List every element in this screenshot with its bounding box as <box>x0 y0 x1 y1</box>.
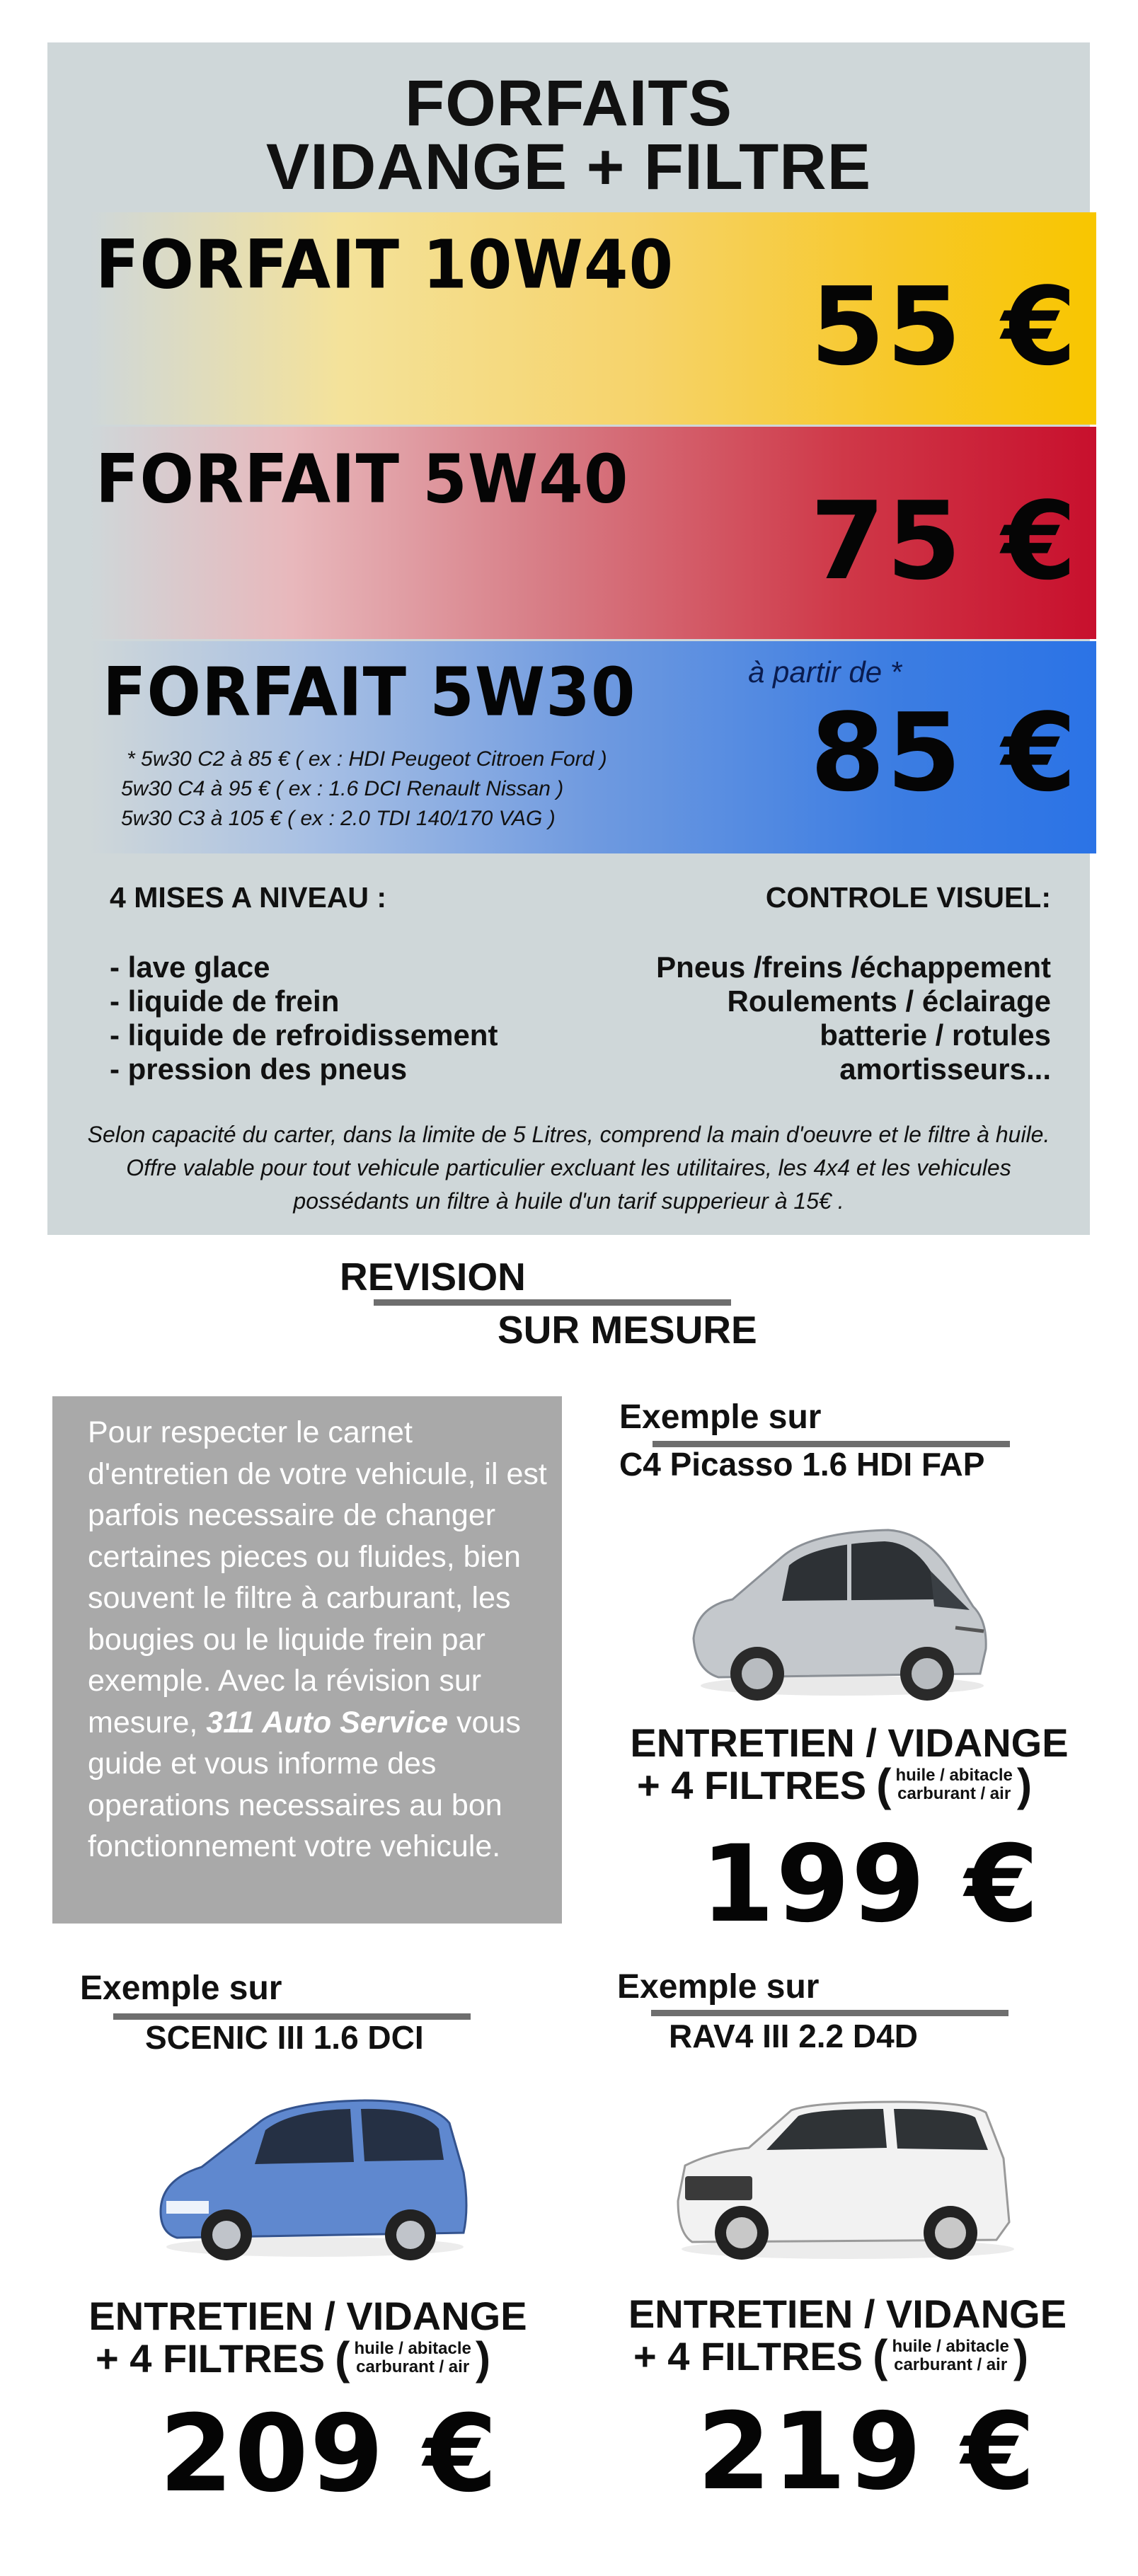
description-text <box>88 1412 555 1868</box>
controle-visuel-item: Roulements / éclairage <box>727 984 1051 1018</box>
example-service-line2 <box>96 2332 490 2384</box>
example-label: Exemple sur <box>617 1968 820 2006</box>
description-part1: Pour respecter le carnet d'entretien de votre vehicule, il est parfois necessaire de changer certaines pieces ou fluides, bien souvent le filtre à carburant, les bougies ou le liquide frein par exemple. Avec la révision sur mesure, <box>88 1415 547 1740</box>
mises-a-niveau-heading: 4 MISES A NIVEAU : <box>110 881 387 914</box>
disclaimer-text: Selon capacité du carter, dans la limite de 5 Litres, comprend la main d'oeuvre et le filtre à huile. Offre valable pour tout vehicule particulier excluant les utilitaires, les 4x4 et les vehicules possédants un filtre à huile d'un tarif supperieur à 15€ . <box>87 1122 1050 1214</box>
forfait-5w30-prefix: à partir de * <box>748 655 902 689</box>
example-service-line1: ENTRETIEN / VIDANGE <box>630 1720 1069 1765</box>
forfait-5w30-price: 85 € <box>810 690 1078 815</box>
forfait-5w30-name: FORFAIT 5W30 <box>103 653 636 732</box>
example-model: C4 Picasso 1.6 HDI FAP <box>619 1446 985 1483</box>
example-price: 199 € <box>701 1823 1040 1946</box>
panel-title-line2: VIDANGE + FILTRE <box>265 131 872 203</box>
example-filters-title: + 4 FILTRES <box>96 2335 326 2381</box>
mise-a-niveau-item: - pression des pneus <box>110 1052 408 1086</box>
forfait-10w40-name: FORFAIT 10W40 <box>96 226 674 304</box>
revision-title-line2: SUR MESURE <box>498 1308 757 1352</box>
filters-detail <box>354 2340 471 2376</box>
description-part2: vous guide et vous informe des operations necessaires au bon fonctionnement votre vehicule. <box>88 1705 521 1863</box>
car-scenic-image <box>152 2074 478 2272</box>
revision-title-line1: REVISION <box>340 1255 526 1299</box>
paren-close: ) <box>1013 2330 1029 2381</box>
revision-underline <box>374 1299 731 1306</box>
mise-a-niveau-item: - liquide de frein <box>110 984 340 1018</box>
example-label: Exemple sur <box>619 1398 822 1436</box>
filters-detail <box>895 1766 1012 1803</box>
forfait-5w30-note: 5w30 C4 à 95 € ( ex : 1.6 DCI Renault Nissan ) <box>121 777 564 800</box>
forfait-10w40-band <box>90 212 1096 425</box>
filters-line-a: huile / abitacle <box>892 2337 1009 2356</box>
forfait-5w40-price: 75 € <box>810 478 1078 604</box>
forfait-5w40-band <box>90 427 1096 639</box>
filters-line-a: huile / abitacle <box>895 1766 1013 1785</box>
forfaits-panel <box>47 42 1090 1235</box>
paren-close: ) <box>475 2333 491 2384</box>
car-rav4-image <box>671 2081 1025 2272</box>
example-service-line1: ENTRETIEN / VIDANGE <box>88 2294 527 2338</box>
example-filters-title: + 4 FILTRES <box>637 1762 867 1807</box>
filters-detail <box>892 2338 1008 2374</box>
car-c4-picasso-image <box>676 1500 1001 1713</box>
controle-visuel-heading: CONTROLE VISUEL: <box>765 881 1051 914</box>
filters-line-a: huile / abitacle <box>354 2339 471 2358</box>
controle-visuel-item: amortisseurs... <box>839 1052 1051 1086</box>
panel-title-line1: FORFAITS <box>405 67 732 139</box>
mise-a-niveau-item: - lave glace <box>110 950 270 984</box>
forfait-5w30-note: 5w30 C3 à 105 € ( ex : 2.0 TDI 140/170 VAG ) <box>121 807 556 830</box>
forfait-5w30-note: * 5w30 C2 à 85 € ( ex : HDI Peugeot Citroen Ford ) <box>127 747 607 771</box>
forfait-5w30-band <box>90 641 1096 853</box>
example-price: 209 € <box>159 2393 499 2516</box>
controle-visuel-item: batterie / rotules <box>820 1018 1051 1052</box>
example-label: Exemple sur <box>80 1970 282 2007</box>
filters-line-b: carburant / air <box>356 2357 470 2376</box>
example-filters-title: + 4 FILTRES <box>633 2333 863 2379</box>
example-service-line2 <box>633 2330 1028 2382</box>
paren-open: ( <box>335 2333 350 2384</box>
example-service-line1: ENTRETIEN / VIDANGE <box>628 2292 1067 2336</box>
paren-open: ( <box>873 2330 888 2381</box>
description-box <box>52 1396 562 1924</box>
paren-open: ( <box>876 1759 892 1810</box>
filters-line-b: carburant / air <box>894 2355 1008 2374</box>
example-model: RAV4 III 2.2 D4D <box>669 2018 918 2054</box>
example-price: 219 € <box>697 2391 1037 2514</box>
controle-visuel-item: Pneus /freins /échappement <box>656 950 1051 984</box>
brand-name: 311 Auto Service <box>206 1705 449 1740</box>
forfait-10w40-price: 55 € <box>810 264 1078 389</box>
filters-line-b: carburant / air <box>897 1784 1011 1803</box>
example-model: SCENIC III 1.6 DCI <box>145 2019 424 2056</box>
example-service-line2 <box>637 1759 1032 1811</box>
example-underline <box>651 2010 1008 2016</box>
forfait-5w40-name: FORFAIT 5W40 <box>96 440 629 519</box>
paren-close: ) <box>1016 1759 1033 1810</box>
mise-a-niveau-item: - liquide de refroidissement <box>110 1018 498 1052</box>
